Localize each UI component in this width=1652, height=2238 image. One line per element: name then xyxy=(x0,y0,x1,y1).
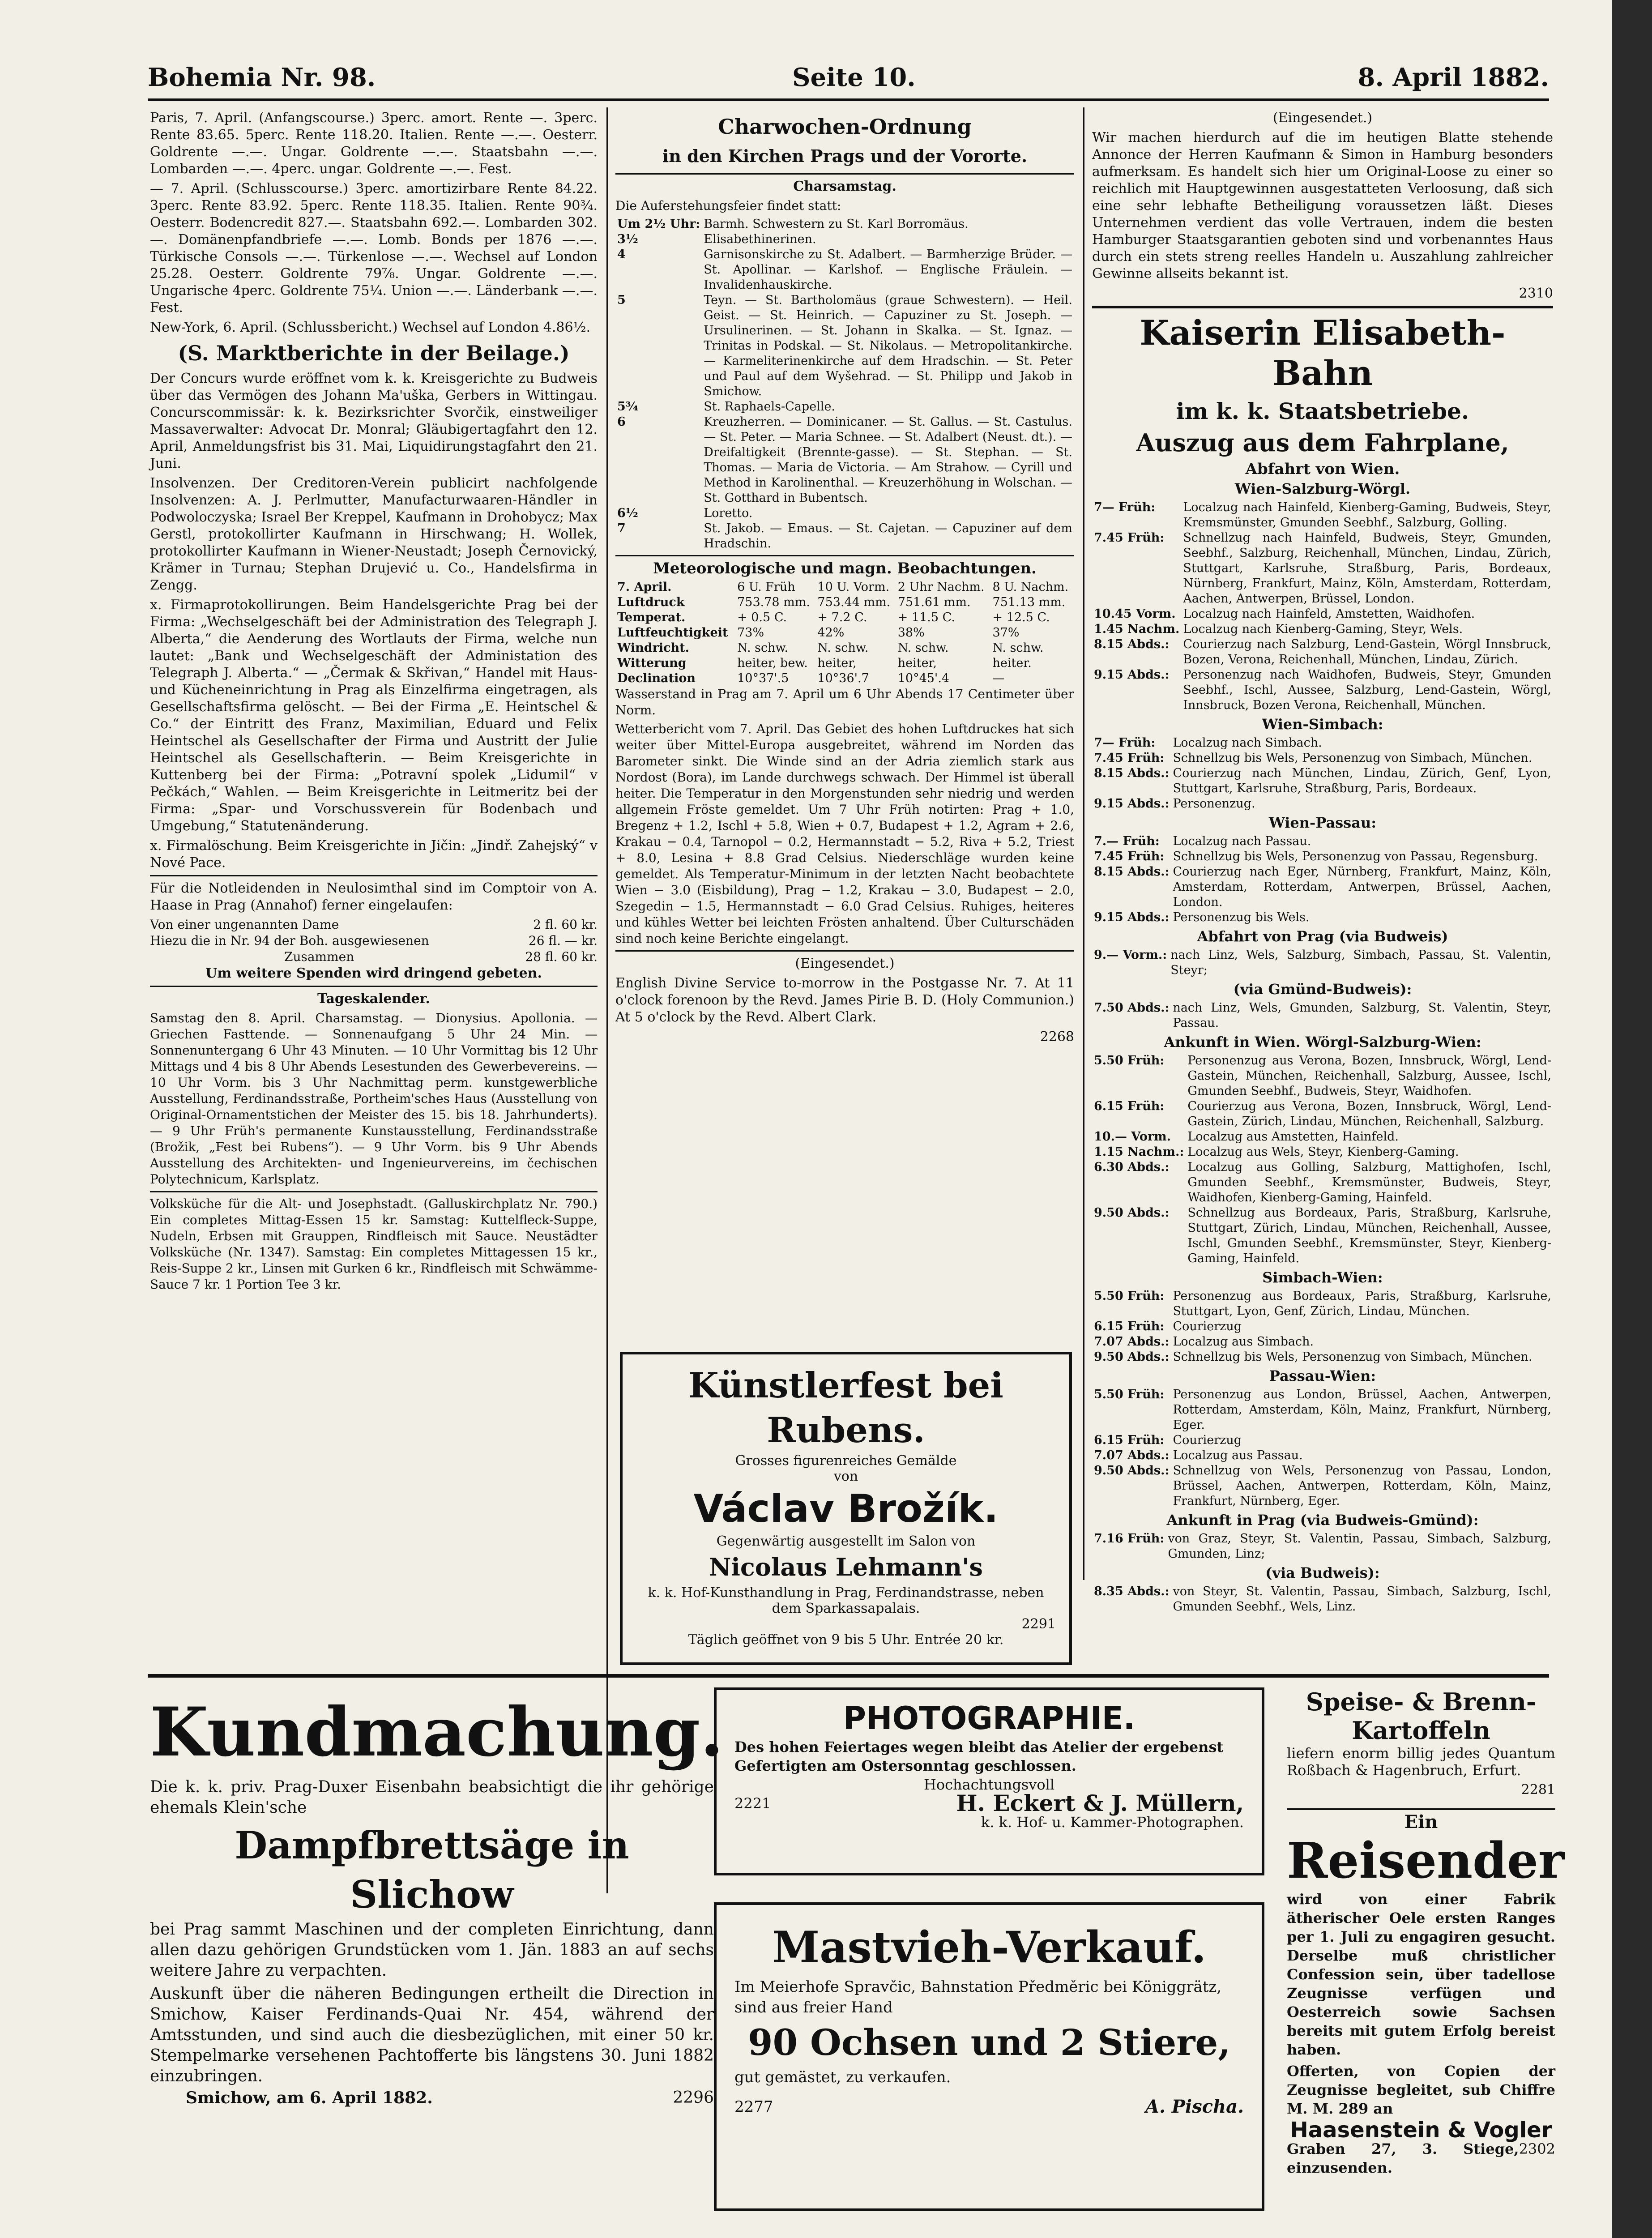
timetable-table xyxy=(1092,1053,1553,1266)
table-row xyxy=(1092,796,1553,811)
kartoffeln-ad xyxy=(1287,1687,1555,1804)
reisender-text: wird von einer Fabrik ätherischer Oele ersten Ranges per 1. Juli zu engagiren gesucht. Derselbe muß christlicher Confession sein, über tadellose Zeugnisse verfügen und Oesterreich sowie Sachsen bereits mit gutem Erfolg bereist haben. xyxy=(1287,1891,1555,2058)
church-cell: Kreuzherren. — Dominicaner. — St. Gallus. — St. Castulus. — St. Peter. — Maria Schnee. — St. Adalbert (Neust. dt.). — Dreifaltigkeit (Brennte-gasse). — St. Stephan. — St. Thomas. — Maria de Victoria. — Am Strahow. — Cyrill und Method in Karolinenthal. — Kreuzerhöhung in Wolschan. — St. Gotthard in Bubentsch. xyxy=(704,415,1072,505)
bahn-subtitle: im k. k. Staatsbetriebe. xyxy=(1176,398,1469,424)
table-row xyxy=(1092,667,1553,713)
header-center: Seite 10. xyxy=(792,63,916,92)
kundmachung-ad xyxy=(150,1687,724,2216)
timetable-section-title: Ankunft in Wien. Wörgl-Salzburg-Wien: xyxy=(1164,1034,1481,1051)
table-row xyxy=(1092,1000,1553,1031)
table-row xyxy=(615,610,1074,625)
departure-time: 7.07 Abds.: xyxy=(1094,1335,1170,1349)
table-row xyxy=(615,656,1074,671)
table-row xyxy=(1092,1531,1553,1562)
church-cell: Loretto. xyxy=(704,506,753,520)
spenden-row xyxy=(150,933,598,949)
spenden-close: Um weitere Spenden wird dringend gebeten. xyxy=(205,965,542,981)
departure-time: 10.— Vorm. xyxy=(1094,1130,1171,1144)
insolvenzen-notice: Insolvenzen. Der Creditoren-Verein publicirt nachfolgende Insolvenzen: A. J. Perlmutter, Manufacturwaaren-Händler in Podwoloczyska; Israel Ber Kreppel, Kaufmann in Drohobycz; Max Gerstl, protokollirter Kaufmann in Hirschwang; H. Wollek, protokollirter Kaufmann in Wiener-Neustadt; Joseph Černovický, Krämer in Turnau; Stephan Drujević u. Co., Handelsfirma in Zengg. xyxy=(150,475,598,593)
reisender-ad xyxy=(1287,1811,1564,2216)
train-description: Personenzug nach Waidhofen, Budweis, Steyr, Gmunden Seebhf., Ischl, Aussee, Salzburg, Lend-Gastein, Wörgl, Innsbruck, Bozen Verona, Reichenhall, München. xyxy=(1183,668,1551,712)
train-description: Localzug nach Hainfeld, Amstetten, Waidhofen. xyxy=(1183,607,1475,621)
departure-time: 5.50 Früh: xyxy=(1094,1388,1165,1401)
departure-time: 9.50 Abds.: xyxy=(1094,1464,1170,1478)
timetable-section-title: Passau-Wien: xyxy=(1269,1367,1376,1384)
timetable-table xyxy=(1092,500,1553,713)
table-cell: 753.44 mm. xyxy=(817,595,891,609)
departure-time: 1.45 Nachm. xyxy=(1094,622,1180,636)
table-cell: Windricht. xyxy=(617,641,690,655)
departure-time: 8.35 Abds.: xyxy=(1094,1585,1170,1598)
column-3 xyxy=(1092,110,1553,1614)
table-header: 2 Uhr Nachm. xyxy=(897,580,985,594)
departure-time: 7— Früh: xyxy=(1094,736,1156,750)
timetable-table xyxy=(1092,948,1553,978)
mastvieh-footer xyxy=(734,2097,1244,2117)
kundmachung-text: Die k. k. priv. Prag-Duxer Eisenbahn beabsichtigt die ihr gehörige ehemals Klein'sche xyxy=(150,1778,714,1817)
table-row xyxy=(1092,834,1553,849)
table-row xyxy=(1092,1053,1553,1099)
timetable-section-title: (via Budweis): xyxy=(1265,1564,1380,1581)
table-row xyxy=(1092,1463,1553,1509)
table-cell: + 11.5 C. xyxy=(897,611,955,624)
photographie-role: k. k. Hof- u. Kammer-Photographen. xyxy=(981,1814,1244,1831)
table-row xyxy=(1092,1205,1553,1266)
timetable-section-title: Abfahrt von Prag (via Budweis) xyxy=(1197,928,1448,945)
ad-number: 2302 xyxy=(1519,2140,1555,2157)
train-description: Localzug nach Hainfeld, Kienberg-Gaming, Budweis, Steyr, Kremsmünster, Gmunden Seebhf., Salzburg, Golling. xyxy=(1183,500,1551,530)
table-row xyxy=(1092,735,1553,751)
concurs-notice: Der Concurs wurde eröffnet vom k. k. Kreisgerichte zu Budweis über das Vermögen des Johann Ma'uška, Gerbers in Wittingau. Concurscommissär: k. k. Bezirksrichter Svorčik, einstweiliger Massaverwalter: Advocat Dr. Monral; Gläubigertagfahrt den 12. April, Anmeldungsfrist bis 31. Mai, Liquidirungstagfahrt den 21. Juni. xyxy=(150,371,598,471)
spenden-amount: 2 fl. 60 kr. xyxy=(533,917,598,932)
departure-time: 5.50 Früh: xyxy=(1094,1054,1165,1068)
table-row xyxy=(615,641,1074,656)
table-row xyxy=(1092,500,1553,530)
church-cell: St. Raphaels-Capelle. xyxy=(704,400,836,414)
tageskalender-title: Tageskalender. xyxy=(317,991,430,1007)
spenden-title: Für die Notleidenden in Neulosimthal sind im Comptoir von A. Haase in Prag (Annahof) ferner eingelaufen: xyxy=(150,880,598,913)
table-row xyxy=(1092,1099,1553,1129)
rubens-line: Gegenwärtig ausgestellt im Salon von xyxy=(716,1533,976,1549)
timetable-table xyxy=(1092,1387,1553,1509)
departure-time: 7.07 Abds.: xyxy=(1094,1448,1170,1462)
table-cell: 753.78 mm. xyxy=(737,595,810,609)
table-row xyxy=(615,232,1074,247)
reisender-pre: Ein xyxy=(1404,1811,1438,1832)
departure-time: 7.45 Früh: xyxy=(1094,850,1165,863)
train-description: Schnellzug nach Hainfeld, Budweis, Steyr, Gmunden, Seebhf., Salzburg, Reichenhall, München, Lindau, Zürich, Stuttgart, Karlsruhe, Straßburg, Paris, Bordeaux, Nürnberg, Frankfurt, Mainz, Köln, Amsterdam, Rotterdam, Aachen, Antwerpen, Brüssel, London. xyxy=(1183,531,1551,606)
kundmachung-signature: Smichow, am 6. April 1882. xyxy=(186,2089,433,2107)
departure-time: 7.45 Früh: xyxy=(1094,751,1165,765)
ad-number: 2310 xyxy=(1519,286,1553,301)
train-description: Localzug aus Simbach. xyxy=(1173,1335,1314,1349)
table-row xyxy=(1092,1350,1553,1365)
time-cell: 6½ xyxy=(617,506,638,520)
photographie-text: Des hohen Feiertages wegen bleibt das Atelier der ergebenst Gefertigten am Ostersonntag geschlossen. xyxy=(734,1738,1224,1774)
departure-time: 7.— Früh: xyxy=(1094,834,1160,848)
divider xyxy=(1092,306,1553,308)
divider xyxy=(150,1191,598,1192)
table-row xyxy=(615,595,1074,610)
timetable-section-title: Simbach-Wien: xyxy=(1262,1269,1383,1286)
divider xyxy=(150,875,598,876)
table-header: 7. April. xyxy=(617,580,672,594)
departure-time: 8.15 Abds.: xyxy=(1094,637,1170,651)
kundmachung-footer xyxy=(150,2089,714,2106)
table-cell: N. schw. xyxy=(737,641,789,655)
rubens-dealer: Nicolaus Lehmann's xyxy=(709,1553,983,1581)
train-description: Localzug aus Amstetten, Hainfeld. xyxy=(1187,1130,1399,1144)
reisender-address: Graben 27, 3. Stiege, einzusenden. xyxy=(1287,2140,1519,2176)
divider xyxy=(1287,1808,1555,1810)
rubens-title: Künstlerfest bei Rubens. xyxy=(688,1365,1003,1451)
page-header xyxy=(148,63,1549,103)
table-cell: N. schw. xyxy=(992,641,1044,655)
table-row xyxy=(615,414,1074,506)
time-cell: 4 xyxy=(617,248,626,261)
train-description: Localzug aus Wels, Steyr, Kienberg-Gaming. xyxy=(1187,1145,1459,1159)
reisender-text: Offerten, von Copien der Zeugnisse begleitet, sub Chiffre M. M. 289 an xyxy=(1287,2063,1555,2117)
table-cell: + 7.2 C. xyxy=(817,611,867,624)
table-row xyxy=(1092,1129,1553,1145)
table-cell: — xyxy=(992,671,1005,685)
train-description: Schnellzug von Wels, Personenzug von Passau, London, Brüssel, Aachen, Antwerpen, Rotterdam, Köln, Mainz, Frankfurt, Nürnberg, Eger. xyxy=(1173,1464,1551,1508)
spenden-text: Hiezu die in Nr. 94 der Boh. ausgewiesenen xyxy=(150,933,429,948)
church-cell: Elisabethinerinen. xyxy=(704,232,816,246)
charwochen-intro: Die Auferstehungsfeier findet statt: xyxy=(615,198,841,213)
ad-number: 2277 xyxy=(734,2098,773,2116)
wetterbericht-text: Wetterbericht vom 7. April. Das Gebiet des hohen Luftdruckes hat sich weiter über Mittel-Europa ausgebreitet, während im Norden das Barometer sinkt. Die Winde sind an der Adria ziemlich stark aus Nordost (Bora), im Lande durchwegs schwach. Der Himmel ist überall heiter. Die Temperatur in den Morgenstunden sehr niedrig und werden allgemein Fröste gemeldet. Um 7 Uhr Früh notirten: Prag + 1.0, Bregenz + 1.2, Ischl + 5.8, Wien + 0.7, Budapest + 1.2, Agram + 2.6, Krakau − 0.4, Tarnopol − 0.2, Hermannstadt − 5.2, Riva + 5.2, Triest + 8.0, Lesina + 8.8 Grad Celsius. Niederschläge wurden keine gemeldet. Als Temperatur-Minimum in der letzten Nacht beobachtete Wien − 3.0 (Eisbildung), Prag − 1.2, Krakau − 3.0, Budapest − 2.0, Szegedin − 1.5, Hermannstadt − 6.0 Grad Celsius. Ruhiges, heiteres und kühles Wetter bei leichten Frösten anhaltend. Über Culturschäden sind noch keine Berichte eingelangt. xyxy=(615,722,1074,946)
ad-number: 2268 xyxy=(1040,1029,1074,1045)
train-description: Personenzug aus Verona, Bozen, Innsbruck, Wörgl, Lend-Gastein, München, Reichenhall, Salzburg, Aussee, Ischl, Gmunden Seebhf., Budweis, Steyr, Waidhofen. xyxy=(1187,1054,1551,1098)
spenden-row xyxy=(150,917,598,933)
ad-number: 2221 xyxy=(734,1795,771,1812)
table-row xyxy=(615,247,1074,293)
table-cell: 42% xyxy=(817,626,845,640)
mastvieh-text: gut gemästet, zu verkaufen. xyxy=(734,2068,951,2086)
table-row xyxy=(1092,1289,1553,1319)
table-row xyxy=(1092,606,1553,622)
eingesendet-title: (Eingesendet.) xyxy=(795,956,895,971)
rubens-line: Grosses figurenreiches Gemälde xyxy=(735,1453,957,1469)
train-description: Courierzug xyxy=(1173,1433,1242,1447)
divider xyxy=(615,950,1074,952)
train-description: Localzug nach Simbach. xyxy=(1173,736,1322,750)
table-cell: Temperat. xyxy=(617,611,686,624)
mastvieh-text: Im Meierhofe Spravčic, Bahnstation Předměric bei Königgrätz, sind aus freier Hand xyxy=(734,1978,1222,2016)
departure-time: 5.50 Früh: xyxy=(1094,1289,1165,1303)
table-cell: heiter. xyxy=(992,656,1032,670)
table-cell: heiter, xyxy=(817,656,857,670)
meteo-table xyxy=(615,580,1074,686)
church-cell: Barmh. Schwestern zu St. Karl Borromäus. xyxy=(704,217,969,231)
table-row xyxy=(1092,751,1553,766)
timetable xyxy=(1092,480,1553,1614)
table-cell: Luftdruck xyxy=(617,595,685,609)
departure-time: 1.15 Nachm.: xyxy=(1094,1145,1184,1159)
train-description: Courierzug nach Eger, Nürnberg, Frankfurt, Mainz, Köln, Amsterdam, Rotterdam, Antwerpen, Brüssel, Aachen, London. xyxy=(1173,865,1551,909)
table-cell: heiter, bew. xyxy=(737,656,808,670)
photographie-name: H. Eckert & J. Müllern, xyxy=(956,1790,1244,1816)
departure-time: 6.15 Früh: xyxy=(1094,1099,1165,1113)
timetable-section-title: Wien-Simbach: xyxy=(1262,716,1383,733)
departure-time: 6.15 Früh: xyxy=(1094,1433,1165,1447)
table-cell: 73% xyxy=(737,626,764,640)
photographie-greeting: Hochachtungsvoll xyxy=(923,1776,1055,1793)
departure-time: 6.30 Abds.: xyxy=(1094,1160,1170,1174)
bahn-title: Kaiserin Elisabeth-Bahn xyxy=(1140,313,1506,393)
timetable-table xyxy=(1092,1289,1553,1365)
departure-time: 7.50 Abds.: xyxy=(1094,1001,1170,1015)
departure-time: 6.15 Früh: xyxy=(1094,1320,1165,1333)
table-row xyxy=(1092,948,1553,978)
table-row xyxy=(1092,1584,1553,1614)
spenden-row xyxy=(150,949,598,965)
timetable-table xyxy=(1092,1000,1553,1031)
header-left: Bohemia Nr. 98. xyxy=(148,63,376,92)
table-row xyxy=(615,293,1074,399)
table-row xyxy=(1092,622,1553,637)
table-row xyxy=(1092,1145,1553,1160)
table-row xyxy=(615,506,1074,521)
departure-time: 7— Früh: xyxy=(1094,500,1156,514)
firmaloesch-notice: x. Firmalöschung. Beim Kreisgerichte in Jičin: „Jindř. Zahejský“ v Nové Pace. xyxy=(150,838,598,871)
departure-time: 10.45 Vorm. xyxy=(1094,607,1176,621)
eingesendet-text: Wir machen hierdurch auf die im heutigen Blatte stehende Annonce der Herren Kaufmann & Simon in Hamburg besonders aufmerksam. Es handelt sich hier um Original-Loose zu einer so reichlich mit Hauptgewinnen ausgestatteten Verloosung, daß sich eine sehr lebhafte Betheiligung voraussetzen läßt. Dieses Unternehmen verdient das volle Vertrauen, indem die besten Hamburger Staatsgarantien geboten sind und vorbenanntes Haus durch ein stets streng reelles Handeln u. Auszahlung zahlreicher Gewinne allseits bekannt ist. xyxy=(1092,130,1553,282)
table-row xyxy=(615,217,1074,232)
market-newyork: New-York, 6. April. (Schlussbericht.) Wechsel auf London 4.86½. xyxy=(150,320,591,335)
table-row xyxy=(615,671,1074,686)
ad-number: 2281 xyxy=(1521,1782,1555,1798)
abfahrt-wien: Abfahrt von Wien. xyxy=(1245,460,1400,478)
scan-edge xyxy=(1612,0,1652,2238)
departure-time: 8.15 Abds.: xyxy=(1094,865,1170,879)
time-cell: Um 2½ Uhr: xyxy=(617,217,700,231)
table-cell: 10°37'.5 xyxy=(737,671,789,685)
mastvieh-ad xyxy=(714,1902,1264,2211)
column-2 xyxy=(615,110,1074,1318)
divider xyxy=(615,555,1074,556)
table-row xyxy=(615,399,1074,414)
table-row xyxy=(1092,849,1553,864)
timetable-table xyxy=(1092,834,1553,925)
train-description: von Graz, Steyr, St. Valentin, Passau, Simbach, Salzburg, Gmunden, Linz; xyxy=(1168,1532,1551,1561)
photographie-title: PHOTOGRAPHIE. xyxy=(843,1700,1135,1737)
table-cell: N. schw. xyxy=(817,641,869,655)
reisender-firm: Haasenstein & Vogler xyxy=(1290,2118,1552,2143)
table-row xyxy=(1092,1387,1553,1433)
volkskueche-text: Volksküche für die Alt- und Josephstadt. (Galluskirchplatz Nr. 790.) Ein completes Mittag-Essen 15 kr. Samstag: Kuttelfleck-Suppe, Nudeln, Erbsen mit Grauppen, Rindfleisch mit Sauce. Neustädter Volksküche (Nr. 1347). Samstag: Ein completes Mittagessen 15 kr., Reis-Suppe 2 kr., Linsen mit Gurken 6 kr., Rindfleisch mit Schwämme-Sauce 7 kr. 1 Portion Tee 3 kr. xyxy=(150,1196,598,1292)
table-header: 8 U. Nachm. xyxy=(992,580,1069,594)
table-cell: 751.13 mm. xyxy=(992,595,1066,609)
church-cell: Garnisonskirche zu St. Adalbert. — Barmherzige Brüder. — St. Apollinar. — Karlshof. — Englische Fräulein. — Invalidenhauskirche. xyxy=(704,248,1072,292)
ad-number: 2296 xyxy=(673,2089,714,2107)
table-row xyxy=(615,580,1074,595)
table-row xyxy=(1092,1334,1553,1350)
rubens-line: von xyxy=(833,1469,858,1484)
mastvieh-title: Mastvieh-Verkauf. xyxy=(772,1922,1206,1973)
table-cell: 10°36'.7 xyxy=(817,671,869,685)
spenden-amount: 26 fl. — kr. xyxy=(528,933,598,948)
ad-rule xyxy=(148,1674,1549,1678)
table-header: 6 U. Früh xyxy=(737,580,795,594)
timetable-section-title: (via Gmünd-Budweis): xyxy=(1233,981,1412,998)
timetable-section-title: Ankunft in Prag (via Budweis-Gmünd): xyxy=(1166,1512,1479,1529)
ad-number: 2291 xyxy=(1021,1616,1056,1632)
kartoffeln-text: liefern enorm billig jedes Quantum Roßbach & Hagenbruch, Erfurt. xyxy=(1287,1745,1555,1779)
bahn-auszug: Auszug aus dem Fahrplane, xyxy=(1136,428,1509,457)
charwochen-table xyxy=(615,217,1074,551)
charwochen-subtitle: in den Kirchen Prags und der Vororte. xyxy=(662,146,1028,166)
column-divider xyxy=(1083,107,1084,1580)
train-description: Personenzug aus London, Brüssel, Aachen, Antwerpen, Rotterdam, Amsterdam, Köln, Mainz, Frankfurt, Nürnberg, Eger. xyxy=(1173,1388,1551,1432)
table-cell: 37% xyxy=(992,626,1020,640)
table-cell: + 0.5 C. xyxy=(737,611,787,624)
rubens-artist: Václav Brožík. xyxy=(693,1486,999,1531)
table-cell: Luftfeuchtigkeit xyxy=(617,626,728,640)
time-cell: 3½ xyxy=(617,232,638,246)
train-description: Personenzug bis Wels. xyxy=(1173,910,1310,924)
rubens-ad xyxy=(620,1352,1072,1665)
table-cell: 751.61 mm. xyxy=(897,595,971,609)
train-description: Localzug nach Passau. xyxy=(1173,834,1311,848)
time-cell: 5¾ xyxy=(617,400,638,414)
rubens-line: Täglich geöffnet von 9 bis 5 Uhr. Entrée 20 kr. xyxy=(688,1632,1004,1648)
church-cell: Teyn. — St. Bartholomäus (graue Schwestern). — Heil. Geist. — St. Heinrich. — Capuziner zu St. Joseph. — Ursulinerinen. — St. Johann in Skalka. — St. Ignaz. — Trinitas in Podskal. — St. Nikolaus. — Metropolitankirche. — Karmeliterinenkirche auf dem Hradschin. — St. Peter und Paul auf dem Wyšehrad. — St. Philipp und Jakob in Smichow. xyxy=(704,293,1072,398)
table-cell: N. schw. xyxy=(897,641,949,655)
table-cell: Declination xyxy=(617,671,696,685)
timetable-section-title: Wien-Passau: xyxy=(1268,814,1377,831)
photographie-sig-row xyxy=(734,1790,1244,1816)
church-cell: St. Jakob. — Emaus. — St. Cajetan. — Capuziner auf dem Hradschin. xyxy=(704,521,1072,551)
train-description: Localzug aus Passau. xyxy=(1173,1448,1303,1462)
table-row xyxy=(1092,1433,1553,1448)
table-header: 10 U. Vorm. xyxy=(817,580,890,594)
firmaprot-notice: x. Firmaprotokollirungen. Beim Handelsgerichte Prag bei der Firma: „Wechselgeschäft bei der Administration des Telegraph J. Alberta,“ die Aenderung des Wortlauts der Firma, welche nun lautet: „Bank und Wechselgeschäft der Administation des Telegraph J. Alberta.“ — „Čermak & Skřivan,“ Handel mit Haus- und Kücheneinrichtung in Prag als Einzelfirma eingetragen, als Gesellschaftsfirma gelöscht. — Bei der Firma „E. Heintschel & Co.“ der Eintritt des Franz, Maximilian, Eduard und Felix Heintschel als Gesellschafter der Firma und Austritt der Julie Heintschel als Gesellschafterin. — Beim Kreisgerichte in Kuttenberg bei der Firma: „Potravní spolek „Lidumil“ v Pečkách,“ Wahlen. — Beim Kreisgerichte in Leitmeritz bei der Firma: „Spar- und Vorschussverein für Bodenbach und Umgebung,“ Statutenänderung. xyxy=(150,597,598,834)
departure-time: 8.15 Abds.: xyxy=(1094,766,1170,780)
mastvieh-offer: 90 Ochsen und 2 Stiere, xyxy=(747,2021,1231,2063)
table-row xyxy=(1092,530,1553,606)
table-cell: heiter, xyxy=(897,656,937,670)
table-row xyxy=(1092,1319,1553,1334)
market-paris-open: Paris, 7. April. (Anfangscourse.) 3perc. amort. Rente —. 3perc. Rente 83.65. 5perc. Rente 118.20. Italien. Rente —.—. Oesterr. Goldrente —.—. Ungar. Goldrente —.—. Staatsbahn —.—. Lombarden —.—. 4perc. ungar. Goldrente —.—. Fest. xyxy=(150,110,598,177)
train-description: Courierzug nach München, Lindau, Zürich, Genf, Lyon, Stuttgart, Karlsruhe, Straßburg, Paris, Bordeaux. xyxy=(1173,766,1551,795)
column-divider xyxy=(606,107,608,1893)
time-cell: 7 xyxy=(617,521,626,535)
table-cell: 10°45'.4 xyxy=(897,671,950,685)
market-note: (S. Marktberichte in der Beilage.) xyxy=(178,341,570,365)
train-description: Courierzug nach Salzburg, Lend-Gastein, Wörgl Innsbruck, Bozen, Verona, Reichenhall, München, Lindau, Zürich. xyxy=(1183,637,1551,666)
table-cell: 38% xyxy=(897,626,925,640)
departure-time: 9.— Vorm.: xyxy=(1094,948,1167,962)
kartoffeln-title: Speise- & Brenn-Kartoffeln xyxy=(1306,1687,1537,1745)
rubens-line: k. k. Hof-Kunsthandlung in Prag, Ferdinandstrasse, neben dem Sparkassapalais. xyxy=(648,1585,1044,1616)
train-description: Schnellzug aus Bordeaux, Paris, Straßburg, Karlsruhe, Stuttgart, Zürich, Lindau, München, Reichenhall, Aussee, Ischl, Gmunden Seebhf., Kremsmünster, Steyr, Kienberg-Gaming, Hainfeld. xyxy=(1187,1206,1551,1265)
reisender-footer xyxy=(1287,2140,1555,2177)
eingesendet-title: (Eingesendet.) xyxy=(1272,110,1373,126)
train-description: Schnellzug bis Wels, Personenzug von Simbach, München. xyxy=(1173,1350,1532,1364)
table-cell: Witterung xyxy=(617,656,687,670)
timetable-table xyxy=(1092,735,1553,811)
header-right: 8. April 1882. xyxy=(1357,63,1549,92)
train-description: Schnellzug bis Wels, Personenzug von Passau, Regensburg. xyxy=(1173,850,1538,863)
charwochen-day: Charsamstag. xyxy=(793,179,896,194)
table-row xyxy=(1092,1448,1553,1463)
train-description: Courierzug aus Verona, Bozen, Innsbruck, Wörgl, Lend-Gastein, Zürich, Lindau, München, Reichenhall, Salzburg. xyxy=(1187,1099,1551,1128)
spenden-amount: 28 fl. 60 kr. xyxy=(525,949,598,964)
column-1 xyxy=(150,110,598,1667)
table-cell: + 12.5 C. xyxy=(992,611,1050,624)
departure-time: 7.16 Früh: xyxy=(1094,1532,1165,1546)
market-paris-close: — 7. April. (Schlusscourse.) 3perc. amortizirbare Rente 84.22. 3perc. Rente 83.92. 5perc. Rente 118.35. Italien. Rente 90¾. Oesterr. Bodencredit 827.—. Staatsbahn 692.—. Lombarden 302.—. Domänenpfandbriefe —.—. Lomb. Bonds per 1876 —.—. Türkische Consols —.—. Türkenlose —.—. Wechsel auf London 25.28. Oesterr. Goldrente 79⅞. Ungar. Goldrente —.—. Ungarische 4perc. Goldrente 75¼. Union —.—. Länderbank —.—. Fest. xyxy=(150,181,598,316)
table-row xyxy=(615,521,1074,551)
mastvieh-signature: A. Pischa. xyxy=(1145,2096,1244,2117)
train-description: Personenzug. xyxy=(1173,797,1255,811)
table-row xyxy=(1092,910,1553,925)
table-row xyxy=(1092,864,1553,910)
photographie-ad xyxy=(714,1687,1264,1875)
train-description: nach Linz, Wels, Gmunden, Salzburg, St. Valentin, Steyr, Passau. xyxy=(1173,1001,1551,1030)
table-row xyxy=(1092,766,1553,796)
time-cell: 5 xyxy=(617,293,626,307)
header-rule xyxy=(148,98,1549,101)
table-row xyxy=(615,625,1074,641)
table-row xyxy=(1092,1160,1553,1205)
train-description: Localzug aus Golling, Salzburg, Mattighofen, Ischl, Gmunden Seebhf., Kremsmünster, Budweis, Steyr, Waidhofen, Kienberg-Gaming, Hainfeld. xyxy=(1187,1160,1551,1204)
timetable-section-title: Wien-Salzburg-Wörgl. xyxy=(1234,480,1411,497)
tageskalender-text: Samstag den 8. April. Charsamstag. — Dionysius. Apollonia. — Griechen Fasttende. — Sonnenaufgang 5 Uhr 24 Min. — Sonnenuntergang 6 Uhr 43 Minuten. — 10 Uhr Vormittag bis 12 Uhr Mittags und 4 bis 8 Uhr Abends Lesestunden des Gewerbevereins. — 10 Uhr Vorm. bis 3 Uhr Nachmittag perm. kunstgewerbliche Ausstellung, Ferdinandsstraße, Portheim'sches Haus (Ausstellung von Original-Ornamentstichen der Meister des 15. bis 18. Jahrhunderts). — 9 Uhr Früh's permanente Kunstausstellung, Ferdinandsstraße (Brožik, „Fest bei Rubens“). — 9 Uhr Vorm. bis 9 Uhr Abends Ausstellung des Architekten- und Ingenieurvereins, im čechischen Polytechnicum, Karlsplatz. xyxy=(150,1011,598,1187)
train-description: Localzug nach Kienberg-Gaming, Steyr, Wels. xyxy=(1183,622,1463,636)
timetable-table xyxy=(1092,1531,1553,1562)
kundmachung-subtitle: Dampfbrettsäge in Slichow xyxy=(235,1823,629,1917)
timetable-table xyxy=(1092,1584,1553,1614)
kundmachung-title: Kundmachung. xyxy=(150,1693,724,1772)
train-description: Courierzug xyxy=(1173,1320,1242,1333)
table-row xyxy=(1092,637,1553,667)
eingesendet-text: English Divine Service to-morrow in the Postgasse Nr. 7. At 11 o'clock forenoon by the Revd. James Pirie B. D. (Holy Communion.) At 5 o'clock by the Revd. Albert Clark. xyxy=(615,975,1074,1025)
wasserstand-text: Wasserstand in Prag am 7. April um 6 Uhr Abends 17 Centimeter über Norm. xyxy=(615,687,1074,718)
kundmachung-text: Auskunft über die näheren Bedingungen ertheilt die Direction in Smichow, Kaiser Ferdinands-Quai Nr. 454, während der Amtsstunden, und sind auch die diesbezüglichen, mit einer 50 kr. Stempelmarke versehenen Pachtofferte bis längstens 30. Juni 1882 einzubringen. xyxy=(150,1985,714,2085)
spenden-text: Zusammen xyxy=(284,949,354,964)
spenden-text: Von einer ungenannten Dame xyxy=(150,917,339,932)
time-cell: 6 xyxy=(617,415,626,429)
departure-time: 9.50 Abds.: xyxy=(1094,1206,1170,1220)
divider xyxy=(150,986,598,987)
departure-time: 9.50 Abds.: xyxy=(1094,1350,1170,1364)
charwochen-title: Charwochen-Ordnung xyxy=(718,115,972,139)
departure-time: 7.45 Früh: xyxy=(1094,531,1165,545)
train-description: von Steyr, St. Valentin, Passau, Simbach, Salzburg, Ischl, Gmunden Seebhf., Wels, Linz. xyxy=(1173,1585,1551,1614)
train-description: Personenzug aus Bordeaux, Paris, Straßburg, Karlsruhe, Stuttgart, Lyon, Genf, Zürich, Lindau, München. xyxy=(1173,1289,1551,1318)
divider xyxy=(615,173,1074,175)
departure-time: 9.15 Abds.: xyxy=(1094,910,1170,924)
departure-time: 9.15 Abds.: xyxy=(1094,668,1170,682)
kundmachung-text: bei Prag sammt Maschinen und der completen Einrichtung, dann allen dazu gehörigen Grundstücken vom 1. Jän. 1883 an auf sechs weitere Jahre zu verpachten. xyxy=(150,1920,714,1980)
reisender-title: Reisender xyxy=(1287,1832,1564,1889)
train-description: Schnellzug bis Wels, Personenzug von Simbach, München. xyxy=(1173,751,1532,765)
train-description: nach Linz, Wels, Salzburg, Simbach, Passau, St. Valentin, Steyr; xyxy=(1170,948,1551,977)
meteo-title: Meteorologische und magn. Beobachtungen. xyxy=(653,560,1037,577)
departure-time: 9.15 Abds.: xyxy=(1094,797,1170,811)
